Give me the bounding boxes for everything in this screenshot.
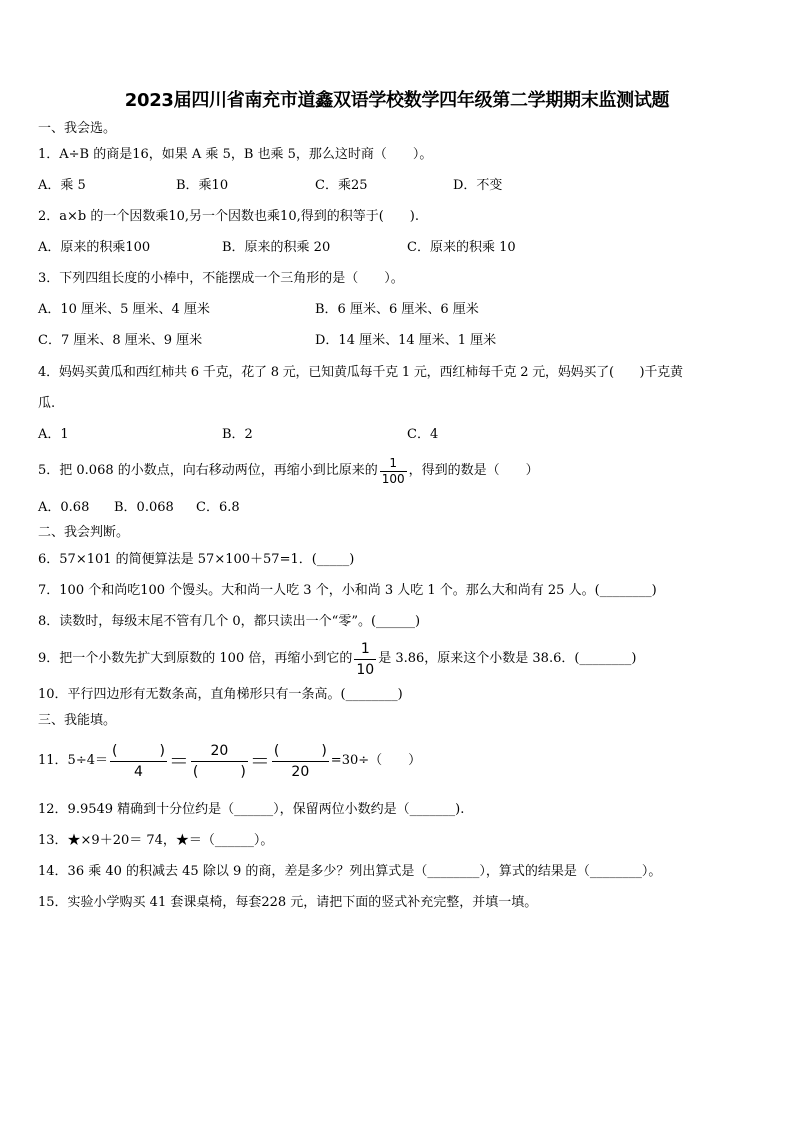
q11-text-post[interactable]: =30÷（ ） [330,753,422,768]
q4-option-a[interactable]: A．1 [38,427,69,442]
q3-option-a[interactable]: A．10 厘米、5 厘米、4 厘米 [38,302,210,317]
q11-fraction-2-numerator: 20 [210,742,229,759]
question-9[interactable] [38,642,637,676]
q2-option-a[interactable]: A．原来的积乘100 [38,240,151,255]
q5-option-b[interactable]: B．0.068 [114,500,174,515]
q11-fraction-3-denominator: 20 [291,763,310,780]
q5-fraction [380,456,407,487]
q2-option-b[interactable]: B．原来的积乘 20 [222,240,331,255]
question-8[interactable]: 8．读数时，每级末尾不管有几个 0，都只读出一个“零”。(______) [38,614,421,629]
q9-fraction-denominator: 10 [356,661,375,678]
q3-option-b[interactable]: B．6 厘米、6 厘米、6 厘米 [315,302,479,317]
question-13[interactable]: 13．★×9＋20＝ 74，★＝（______）。 [38,833,274,848]
q11-fraction-3-blank[interactable]: ( ) [273,742,327,759]
q5-fraction-denominator: 100 [381,471,405,486]
question-7[interactable]: 7．100 个和尚吃100 个馒头。大和尚一人吃 3 个，小和尚 3 人吃 1 个。那么大和尚有 25 人。(________) [38,583,657,598]
q5-text-pre: 5．把 0.068 的小数点，向右移动两位，再缩小到比原来的 [38,463,378,478]
q1-option-b[interactable]: B．乘10 [176,178,229,193]
q11-fraction-1 [110,741,167,782]
q9-text-pre: 9．把一个小数先扩大到原数的 100 倍，再缩小到它的 [38,651,353,666]
question-11 [38,738,421,784]
q5-option-c[interactable]: C．6.8 [196,500,240,515]
q3-option-c[interactable]: C．7 厘米、8 厘米、9 厘米 [38,333,203,348]
page-title: 2023届四川省南充市道鑫双语学校数学四年级第二学期期末监测试题 [124,90,670,111]
q1-option-d[interactable]: D．不变 [453,178,503,193]
section-heading-fill: 三、我能填。 [38,713,117,728]
q2-option-c[interactable]: C．原来的积乘 10 [407,240,516,255]
question-4: 4．妈妈买黄瓜和西红柿共 6 千克，花了 8 元，已知黄瓜每千克 1 元，西红柿每千克 2 元，妈妈买了( )千克黄 [38,365,683,380]
question-6[interactable]: 6．57×101 的简便算法是 57×100＋57=1．(_____) [38,552,355,567]
question-10[interactable]: 10．平行四边形有无数条高，直角梯形只有一条高。(________) [38,687,403,702]
q9-fraction-numerator: 1 [360,640,370,657]
q4-option-b[interactable]: B．2 [222,427,253,442]
section-heading-choice: 一、我会选。 [38,121,117,136]
q5-option-a[interactable]: A．0.68 [38,500,90,515]
q11-fraction-3 [272,741,329,782]
q11-text-pre: 11．5÷4＝ [38,753,108,768]
q11-fraction-1-denominator: 4 [133,763,143,780]
q5-fraction-numerator: 1 [389,455,398,470]
question-15: 15．实验小学购买 41 套课桌椅，每套228 元，请把下面的竖式补充完整，并填一填。 [38,895,538,910]
question-1: 1．A÷B 的商是16，如果 A 乘 5，B 也乘 5，那么这时商（ ）。 [38,147,433,162]
section-heading-judge: 二、我会判断。 [38,525,130,540]
equals-sign: ＝ [249,749,270,773]
q1-option-a[interactable]: A．乘 5 [38,178,86,193]
q5-text-post: ，得到的数是（ ） [408,463,539,478]
question-2: 2．a×b 的一个因数乘10,另一个因数也乘10,得到的积等于( ). [38,209,419,224]
q11-fraction-2-blank[interactable]: ( ) [192,763,246,780]
q9-text-post: 是 3.86，原来这个小数是 38.6．(________) [378,651,637,666]
question-5 [38,456,539,486]
question-3: 3．下列四组长度的小棒中，不能摆成一个三角形的是（ ）。 [38,271,404,286]
question-14[interactable]: 14．36 乘 40 的积减去 45 除以 9 的商，差是多少？列出算式是（________），算式的结果是（________）。 [38,864,662,879]
q9-fraction [354,639,376,680]
q11-fraction-1-blank[interactable]: ( ) [111,742,165,759]
q3-option-d[interactable]: D．14 厘米、14 厘米、1 厘米 [315,333,497,348]
q4-option-c[interactable]: C．4 [407,427,439,442]
question-4-continued: 瓜. [38,396,56,411]
q11-fraction-2 [191,741,248,782]
q1-option-c[interactable]: C．乘25 [315,178,368,193]
question-12[interactable]: 12．9.9549 精确到十分位约是（______），保留两位小数约是（_______). [38,802,465,817]
equals-sign: ＝ [168,749,189,773]
